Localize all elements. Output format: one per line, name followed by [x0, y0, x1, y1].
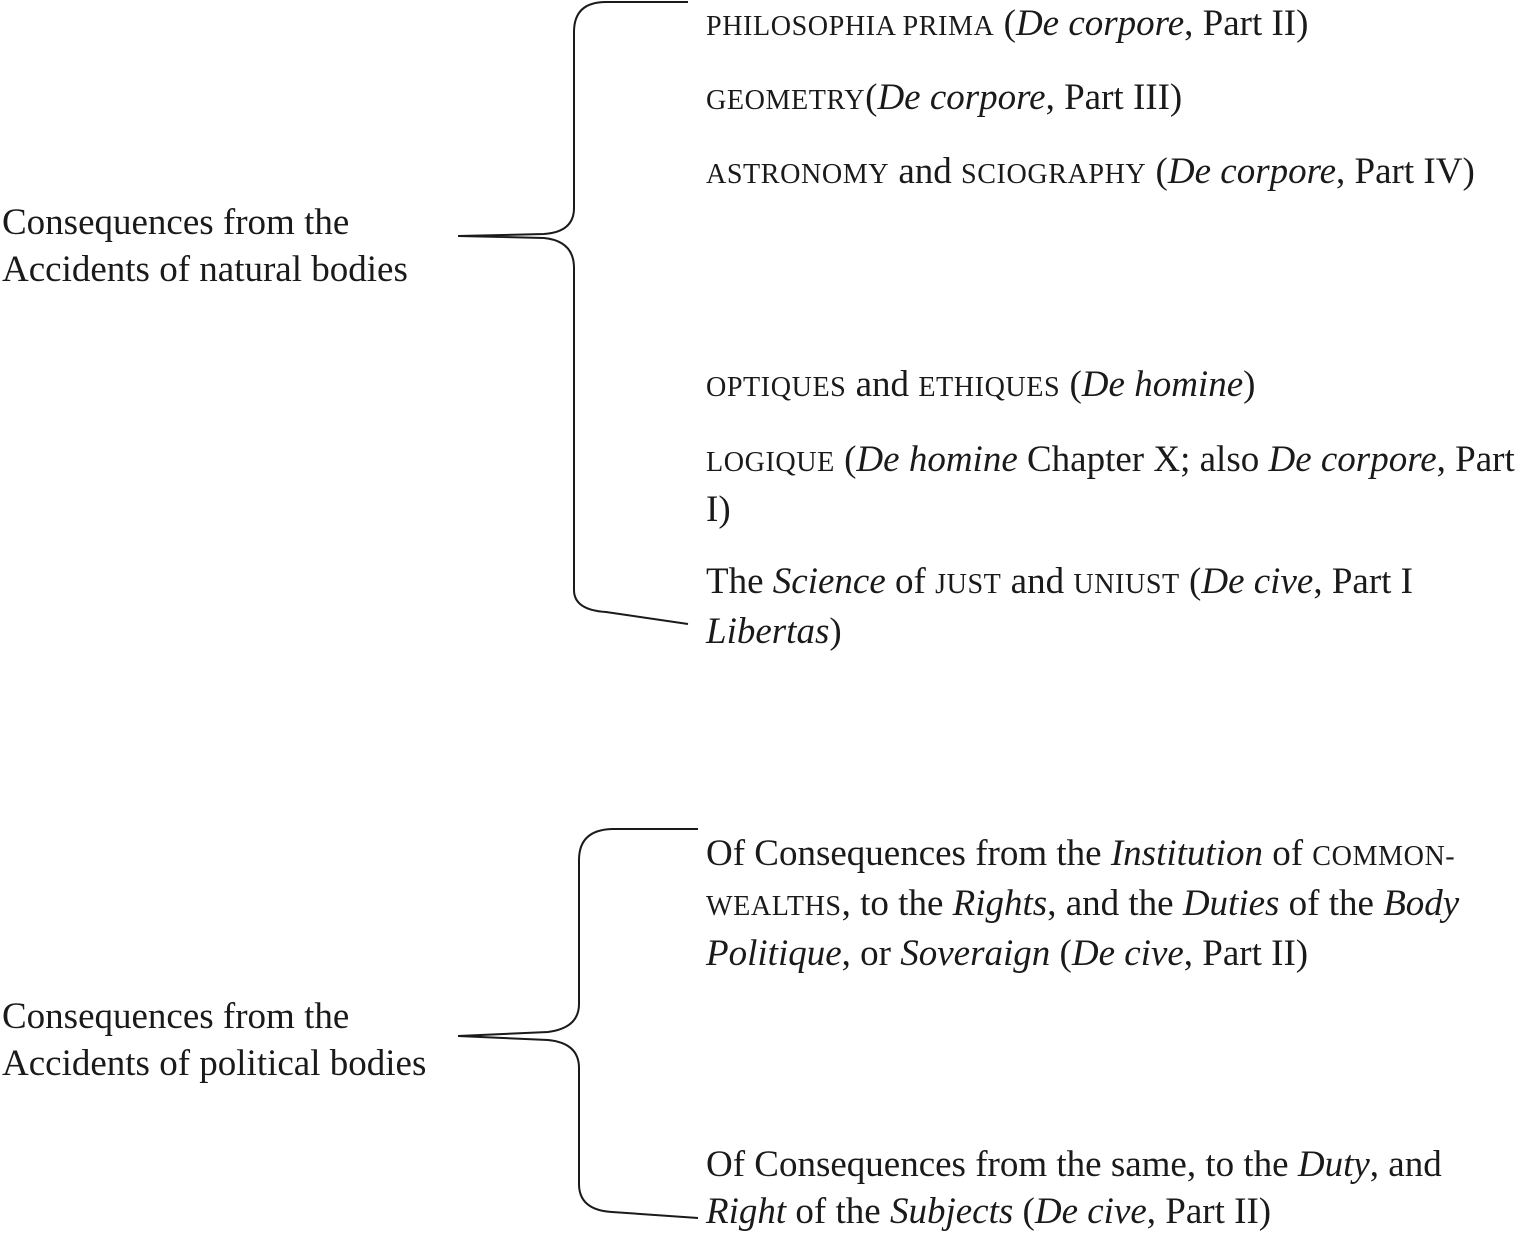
- brace-natural-bodies: [458, 2, 688, 624]
- entry-logique: [706, 436, 1524, 533]
- italic-text: Libertas: [706, 611, 830, 652]
- group-label-line: Accidents of natural bodies: [2, 249, 408, 290]
- italic-text: De corpore: [1015, 3, 1185, 44]
- small-caps-text: COMMON-WEALTHS: [706, 841, 1456, 922]
- entry-text: , Part II): [1184, 3, 1309, 44]
- small-caps-text: OPTIQUES: [706, 372, 847, 403]
- entry-science-just-uniust: [706, 558, 1524, 655]
- entry-text: (: [1146, 151, 1168, 192]
- group-label-line: Consequences from the: [2, 202, 350, 243]
- entry-text: (: [1179, 561, 1202, 602]
- entry-text: (: [1050, 933, 1072, 974]
- entry-philosophia-prima: [706, 0, 1524, 50]
- entry-text: , Part I): [706, 439, 1515, 530]
- italic-text: Duty: [1297, 1144, 1370, 1185]
- italic-text: Duties: [1182, 883, 1280, 924]
- small-caps-text: PHILOSOPHIA PRIMA: [706, 11, 995, 42]
- entry-text: , Part IV): [1336, 151, 1475, 192]
- entry-text: , and: [1369, 1144, 1442, 1185]
- entry-optiques-ethiques: [706, 361, 1524, 411]
- italic-text: De corpore: [877, 77, 1046, 118]
- entry-text: and: [1001, 561, 1074, 602]
- entry-text: of: [1262, 833, 1313, 874]
- entry-institution-commonwealths: [706, 830, 1524, 977]
- entry-text: of the: [786, 1191, 890, 1232]
- italic-text: De cive: [1034, 1191, 1147, 1232]
- italic-text: Rights: [952, 883, 1048, 924]
- italic-text: De homine: [856, 439, 1018, 480]
- entry-text: ): [1243, 364, 1256, 405]
- entry-text: , to the: [841, 883, 953, 924]
- entry-text: of: [885, 561, 936, 602]
- entry-text: (: [1060, 364, 1082, 405]
- entry-text: , Part III): [1045, 77, 1183, 118]
- entry-text: , Part I: [1313, 561, 1413, 602]
- entry-geometry: [706, 74, 1524, 124]
- group-label-political-bodies: [2, 993, 426, 1087]
- entry-text: , Part II): [1146, 1191, 1272, 1232]
- small-caps-text: ETHIQUES: [918, 372, 1061, 403]
- entry-duty-right-subjects: [706, 1141, 1524, 1235]
- entry-text: of the: [1279, 883, 1384, 924]
- entry-text: Chapter X; also: [1017, 439, 1269, 480]
- italic-text: De corpore: [1167, 151, 1337, 192]
- entry-text: ): [829, 611, 842, 652]
- small-caps-text: GEOMETRY: [706, 85, 866, 116]
- group-label-line: Accidents of political bodies: [2, 1043, 427, 1084]
- italic-text: De homine: [1081, 364, 1244, 405]
- italic-text: Science: [772, 561, 886, 602]
- italic-text: Soveraign: [900, 933, 1051, 974]
- entry-astronomy-sciography: [706, 148, 1524, 198]
- entry-text: (: [834, 439, 857, 480]
- small-caps-text: ASTRONOMY: [706, 159, 890, 190]
- italic-text: De corpore: [1268, 439, 1437, 480]
- italic-text: Right: [706, 1191, 787, 1232]
- entry-text: and: [889, 151, 962, 192]
- group-label-natural-bodies: [2, 199, 408, 293]
- entry-text: , Part II): [1183, 933, 1309, 974]
- entry-text: and: [846, 364, 919, 405]
- entry-text: , or: [841, 933, 901, 974]
- entry-text: The: [706, 561, 773, 602]
- entry-text: , and the: [1047, 883, 1183, 924]
- italic-text: De cive: [1071, 933, 1184, 974]
- small-caps-text: UNIUST: [1073, 569, 1180, 600]
- italic-text: Body Politique: [706, 883, 1460, 974]
- entry-text: (: [865, 77, 878, 118]
- small-caps-text: SCIOGRAPHY: [961, 159, 1147, 190]
- entry-text: Of Consequences from the same, to the: [706, 1144, 1298, 1185]
- italic-text: Institution: [1110, 833, 1263, 874]
- group-label-line: Consequences from the: [2, 996, 350, 1037]
- entry-text: (: [1013, 1191, 1035, 1232]
- italic-text: De cive: [1201, 561, 1314, 602]
- brace-political-bodies: [458, 829, 698, 1218]
- italic-text: Subjects: [889, 1191, 1014, 1232]
- entry-text: Of Consequences from the: [706, 833, 1111, 874]
- entry-text: (: [994, 3, 1016, 44]
- small-caps-text: LOGIQUE: [706, 447, 835, 478]
- small-caps-text: JUST: [935, 569, 1002, 600]
